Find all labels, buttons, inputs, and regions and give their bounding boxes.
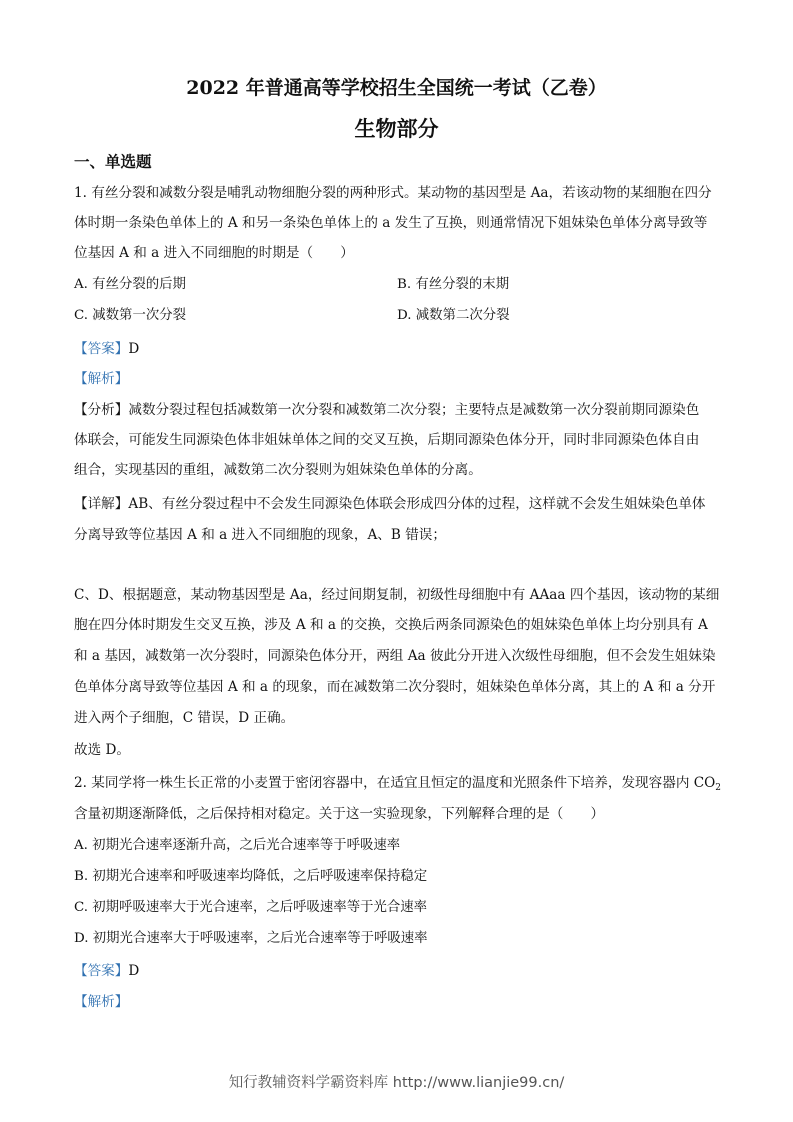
answer-value: D — [128, 963, 140, 979]
q1-stem-line-2: 体时期一条染色单体上的 A 和另一条染色单体上的 a 发生了互换，则通常情况下姐妹染色单体分离导致等 — [74, 215, 708, 231]
q2-answer — [74, 963, 139, 979]
answer-tag: 【答案】 — [74, 963, 129, 979]
q1-conclusion: 故选 D。 — [74, 742, 131, 758]
q2-stem-line-1 — [74, 775, 721, 796]
q1-cd-line-3: 和 a 基因，减数第一次分裂时，同源染色体分开，两组 Aa 彼此分开进入次级性母细胞，但不会发生姐妹染 — [74, 648, 716, 664]
q1-cd-line-1: C、D、根据题意，某动物基因型是 Aa，经过间期复制，初级性母细胞中有 AAaa 四个基因，该动物的某细 — [74, 587, 720, 603]
co2-subscript: 2 — [715, 783, 722, 793]
exam-title: 2022 年普通高等学校招生全国统一考试（乙卷） — [186, 77, 607, 99]
q1-stem-line-1: 1. 有丝分裂和减数分裂是哺乳动物细胞分裂的两种形式。某动物的基因型是 Aa，若该动物的某细胞在四分 — [74, 185, 712, 201]
fenxi-text: 减数分裂过程包括减数第一次分裂和减数第二次分裂；主要特点是减数第一次分裂前期同源染色 — [128, 402, 700, 418]
xiangjie-tag: 【详解】 — [74, 496, 129, 512]
q2-option-d: D. 初期光合速率大于呼吸速率，之后光合速率等于呼吸速率 — [74, 931, 428, 946]
q1-stem-line-3: 位基因 A 和 a 进入不同细胞的时期是（ ） — [74, 245, 354, 261]
page-footer: 知行教辅资料学霸资料库 http://www.lianjie99.cn/ — [228, 1075, 565, 1091]
q1-xiangjie-line-1 — [74, 496, 706, 512]
q1-xiangjie-line-2: 分离导致等位基因 A 和 a 进入不同细胞的现象，A、B 错误； — [74, 527, 446, 543]
q1-option-b: B. 有丝分裂的末期 — [397, 277, 510, 292]
q2-analysis-tag: 【解析】 — [74, 994, 129, 1010]
q1-fenxi-line-1 — [74, 402, 699, 418]
q1-analysis-tag: 【解析】 — [74, 371, 129, 387]
fenxi-tag: 【分析】 — [74, 402, 129, 418]
q1-option-a: A. 有丝分裂的后期 — [74, 277, 186, 292]
q2-stem-line-2: 含量初期逐渐降低，之后保持相对稳定。关于这一实验现象，下列解释合理的是（ ） — [74, 806, 605, 822]
q1-fenxi-line-2: 体联会，可能发生同源染色体非姐妹单体之间的交叉互换，后期同源染色体分开，同时非同源染色体自由 — [74, 432, 700, 448]
xiangjie-text: AB、有丝分裂过程中不会发生同源染色体联会形成四分体的过程，这样就不会发生姐妹染色单体 — [128, 496, 706, 512]
q2-option-b: B. 初期光合速率和呼吸速率均降低，之后呼吸速率保持稳定 — [74, 869, 428, 884]
section-title: 一、单选题 — [74, 152, 152, 171]
answer-tag: 【答案】 — [74, 341, 129, 357]
q2-stem-text: 2. 某同学将一株生长正常的小麦置于密闭容器中，在适宜且恒定的温度和光照条件下培养，发现容器内 CO — [74, 775, 716, 791]
q2-option-c: C. 初期呼吸速率大于光合速率，之后呼吸速率等于光合速率 — [74, 900, 428, 915]
exam-subtitle: 生物部分 — [354, 116, 439, 141]
answer-value: D — [128, 341, 140, 357]
q2-option-a: A. 初期光合速率逐渐升高，之后光合速率等于呼吸速率 — [74, 838, 401, 853]
q1-cd-line-5: 进入两个子细胞，C 错误，D 正确。 — [74, 710, 295, 726]
q1-option-c: C. 减数第一次分裂 — [74, 308, 187, 323]
q1-answer — [74, 341, 139, 357]
q1-option-d: D. 减数第二次分裂 — [397, 308, 510, 323]
q1-fenxi-line-3: 组合，实现基因的重组，减数第二次分裂则为姐妹染色单体的分离。 — [74, 462, 482, 478]
q1-cd-line-4: 色单体分离导致等位基因 A 和 a 的现象，而在减数第二次分裂时，姐妹染色单体分离，其上的 A 和 a 分开 — [74, 679, 716, 695]
q1-cd-line-2: 胞在四分体时期发生交叉互换，涉及 A 和 a 的交换，交换后两条同源染色的姐妹染色单体上均分别具有 A — [74, 617, 708, 633]
